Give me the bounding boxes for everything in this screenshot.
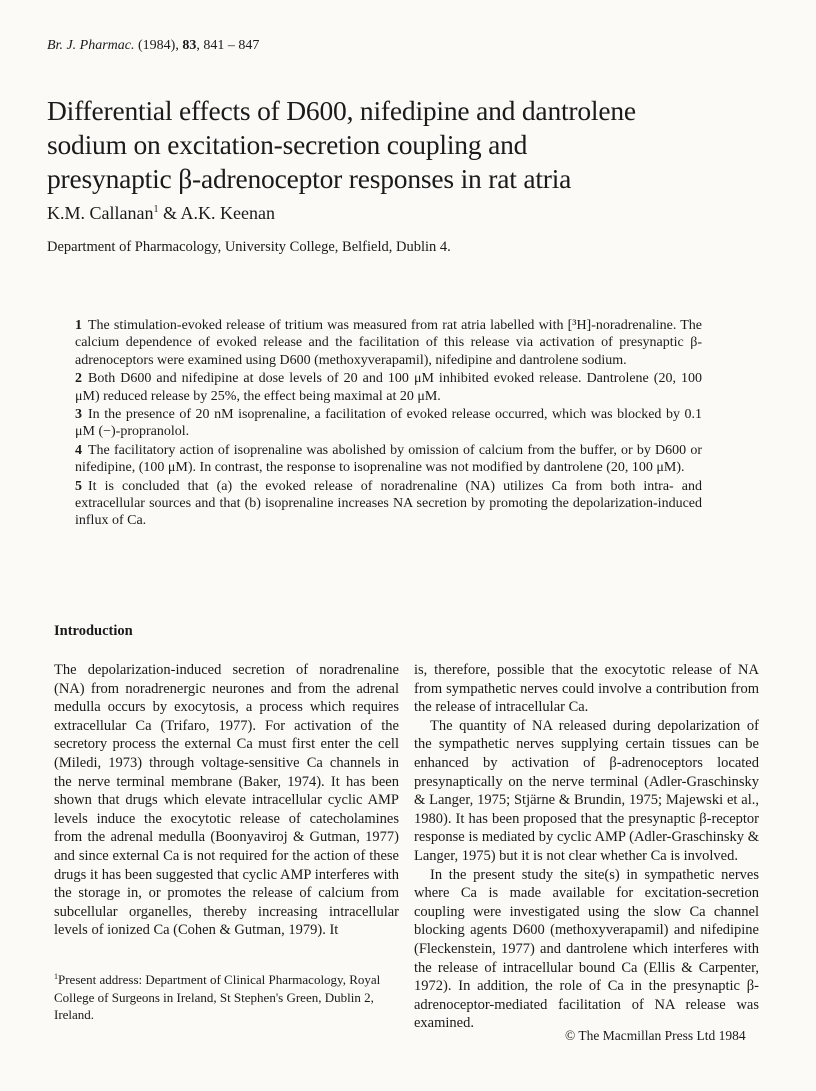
title-line: Differential effects of D600, nifedipine and dantrolene [47, 95, 636, 126]
paragraph: In the present study the site(s) in sympathetic nerves where Ca is made available for excitation-secretion coupling were investigated using the slow Ca channel blocking agents D600 (methoxyverapamil) and nifedipine (Fleckenstein, 1977) and dantrolene which interferes with the release of intracellular bound Ca (Ellis & Carpenter, 1972). In addition, the role of Ca in the presynaptic β-adrenoceptor-mediated facilitation of NA release was examined. [414, 866, 759, 1032]
journal-pages: , 841 – 847 [196, 38, 260, 53]
title-line: sodium on excitation-secretion coupling and [47, 129, 528, 160]
title-line: presynaptic β-adrenoceptor responses in rat atria [47, 163, 572, 194]
abstract-item [75, 370, 702, 405]
abstract-number: 2 [75, 371, 82, 387]
abstract-number: 3 [75, 407, 82, 423]
footnote [54, 968, 399, 1024]
affiliation: Department of Pharmacology, University College, Belfield, Dublin 4. [47, 239, 451, 255]
abstract-number: 1 [75, 318, 82, 333]
abstract-text: It is concluded that (a) the evoked release of noradrenaline (NA) utilizes Ca from both intra- and extracellular sources and that (b) isoprenaline increases NA secretion by promoting the depolarization-induced influx of Ca. [75, 478, 702, 529]
journal-year: (1984), [134, 38, 183, 53]
abstract-item [75, 442, 702, 477]
abstract-text: The stimulation-evoked release of tritium was measured from rat atria labelled with [³H]-noradrenaline. The calcium dependence of evoked release and the facilitation of this release via activation of presynaptic β-adrenoceptors were examined using D600 (methoxyverapamil), nifedipine and dantrolene sodium. [75, 318, 702, 368]
journal-name: Br. J. Pharmac. [47, 38, 135, 53]
footnote-text: Present address: Department of Clinical Pharmacology, Royal College of Surgeons in Ireland, St Stephen's Green, Dublin 2, Ireland. [54, 972, 381, 1022]
footnote-marker: 1 [54, 972, 58, 981]
abstract-text: In the presence of 20 nM isoprenaline, a facilitation of evoked release occurred, which was blocked by 0.1 μM (−)-propranolol. [75, 407, 702, 440]
journal-citation [47, 38, 259, 54]
author-name: K.M. Callanan [47, 203, 154, 223]
copyright-notice: © The Macmillan Press Ltd 1984 [565, 1028, 746, 1043]
author-list [47, 203, 275, 224]
abstract-item [75, 406, 702, 441]
footnote-marker: 1 [153, 204, 159, 215]
article-title [47, 94, 777, 196]
abstract-item [75, 317, 702, 369]
abstract-number: 4 [75, 442, 82, 458]
abstract-item [75, 478, 702, 530]
paragraph: The quantity of NA released during depolarization of the sympathetic nerves supplying certain tissues can be enhanced by activation of β-adrenoceptors located presynaptically on the nerve terminal (Adler-Graschinsky & Langer, 1975; Stjärne & Brundin, 1975; Majewski et al., 1980). It has been proposed that the presynaptic β-receptor response is mediated by cyclic AMP (Adler-Graschinsky & Langer, 1975) but it is not clear whether Ca is involved. [414, 717, 759, 864]
journal-volume: 83 [182, 38, 197, 53]
abstract-text: The facilitatory action of isoprenaline was abolished by omission of calcium from the buffer, or by D600 or nifedipine, (100 μM). In contrast, the response to isoprenaline was not modified by dantrolene (20, 100 μM). [75, 442, 702, 476]
abstract-text: Both D600 and nifedipine at dose levels of 20 and 100 μM inhibited evoked release. Dantrolene (20, 100 μM) reduced release by 25%, the effect being maximal at 20 μM. [75, 371, 702, 404]
right-column [414, 661, 759, 1033]
author-name: & A.K. Keenan [158, 203, 275, 223]
paragraph: The depolarization-induced secretion of noradrenaline (NA) from noradrenergic neurones and from the adrenal medulla occurs by exocytosis, a process which requires extracellular Ca (Trifaro, 1977). For activation of the secretory process the external Ca must first enter the cell (Miledi, 1973) through voltage-sensitive Ca channels in the nerve terminal membrane (Baker, 1974). It has been shown that drugs which elevate intracellular cyclic AMP levels induce the exocytotic release of catecholamines from the adrenal medulla (Boonyaviroj & Gutman, 1977) and since external Ca is not required for the action of these drugs it has been suggested that cyclic AMP interferes with the storage in, or promotes the release of calcium from subcellular organelles, thereby increasing intracellular levels of ionized Ca (Cohen & Gutman, 1979). It [54, 662, 399, 939]
abstract-number: 5 [75, 478, 82, 494]
section-heading: Introduction [54, 623, 133, 639]
abstract [75, 317, 702, 531]
left-column [54, 661, 399, 940]
paragraph: is, therefore, possible that the exocytotic release of NA from sympathetic nerves could involve a contribution from the release of intracellular Ca. [414, 662, 759, 716]
